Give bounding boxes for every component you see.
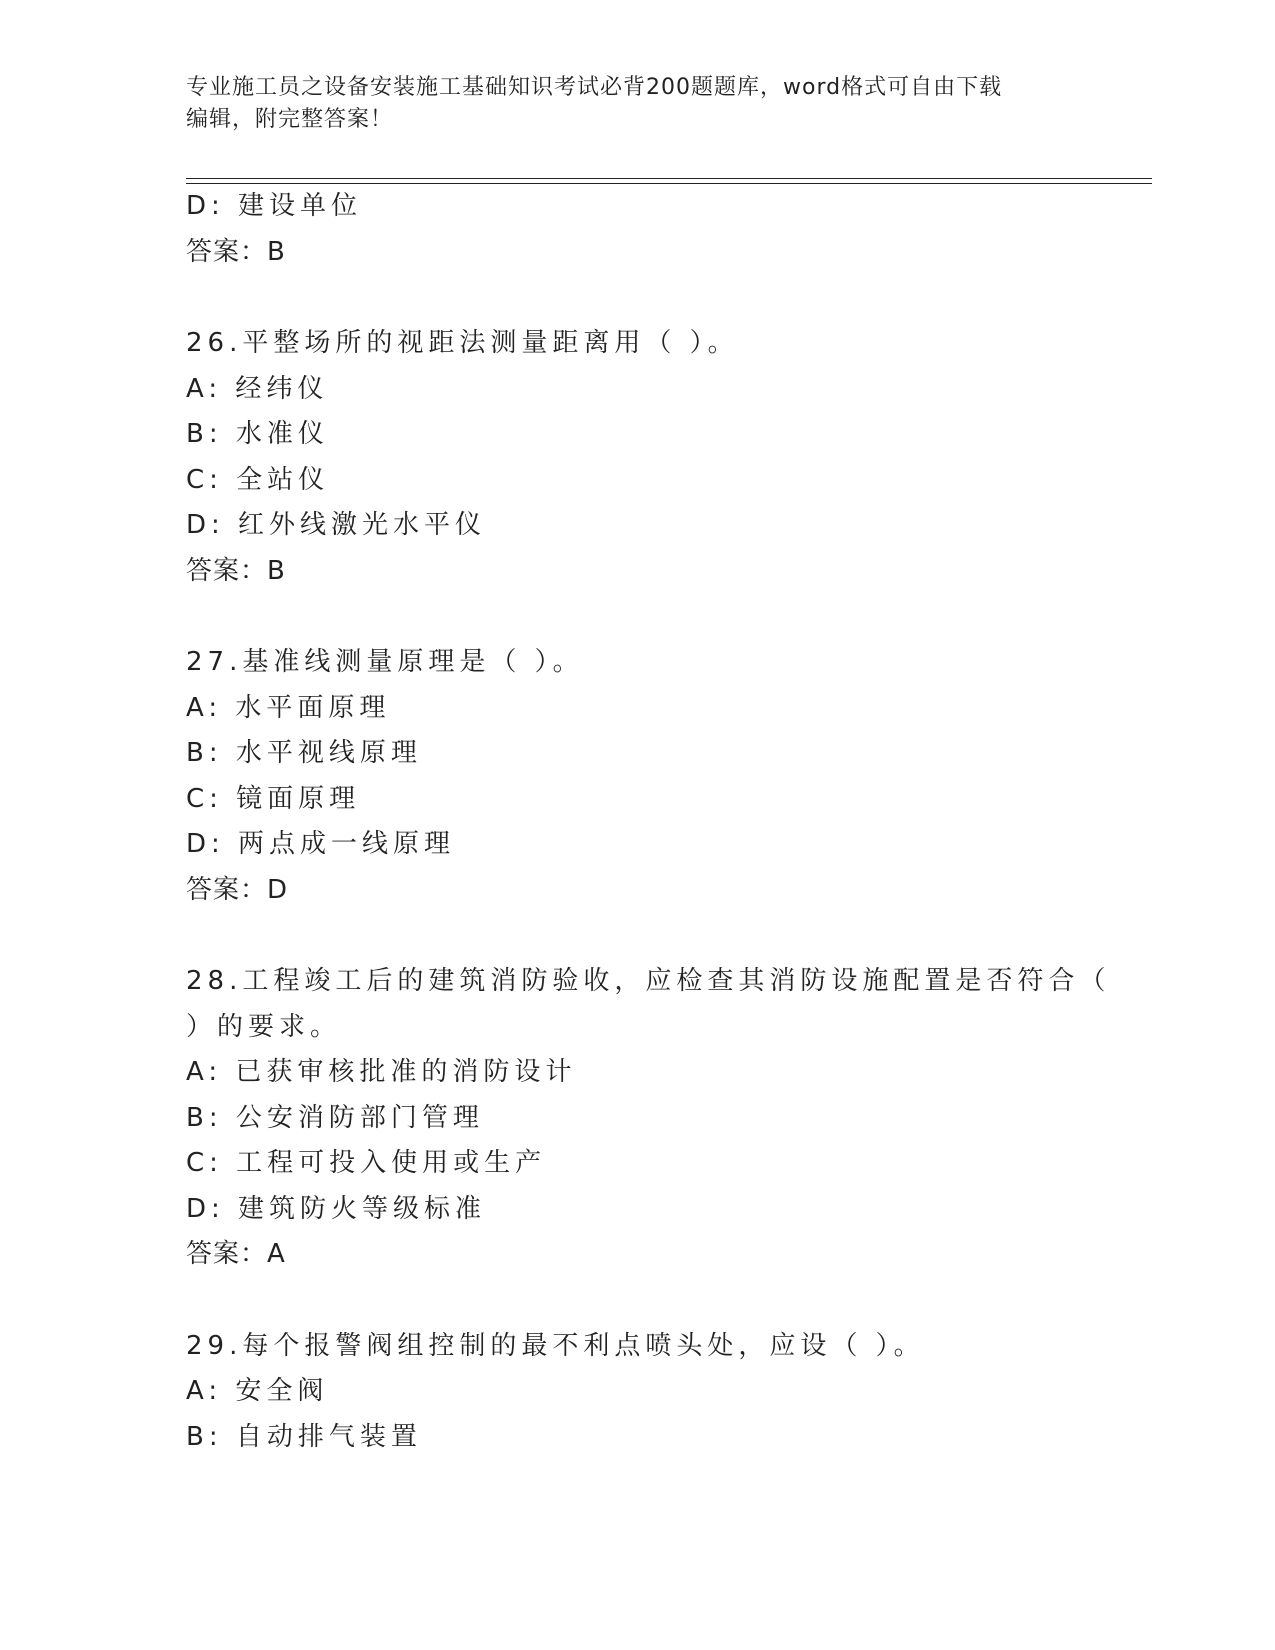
header-title-line1: 专业施工员之设备安装施工基础知识考试必背200题题库，word格式可自由下载 [186,75,1003,100]
option-c: C: 镜面原理 [186,783,361,814]
option-b: B: 水平视线原理 [186,738,422,768]
document-header [186,72,1066,136]
option-b: B: 自动排气装置 [186,1421,422,1452]
option-b: B: 水准仪 [186,419,329,449]
spacer [186,913,1086,959]
option-c: C: 全站仪 [186,464,330,495]
spacer [186,275,1086,321]
spacer [186,1278,1086,1324]
question-26 [186,321,1086,594]
option-c: C: 工程可投入使用或生产 [186,1148,547,1178]
question-27 [186,640,1086,913]
option-d: D: 建设单位 [186,191,363,221]
option-a: A: 经纬仪 [186,373,329,404]
spacer [186,594,1086,640]
option-a: A: 已获审核批准的消防设计 [186,1057,577,1087]
answer: 答案：B [186,555,286,586]
option-a: A: 水平面原理 [186,692,391,723]
question-29 [186,1324,1086,1461]
option-d: D: 两点成一线原理 [186,829,456,859]
answer: 答案：B [186,236,286,267]
question-stem-line2: ）的要求。 [186,1011,342,1042]
question-stem: 29.每个报警阀组控制的最不利点喷头处，应设（ ）。 [186,1330,925,1361]
header-divider-top [186,178,1152,179]
question-stem: 26.平整场所的视距法测量距离用（ ）。 [186,328,739,358]
question-stem-line1: 28.工程竣工后的建筑消防验收，应检查其消防设施配置是否符合（ [186,966,1111,996]
header-title-line2: 编辑，附完整答案！ [186,107,394,132]
answer: 答案：D [186,874,289,905]
document-body [186,184,1111,1460]
question-25-tail [186,184,1086,275]
option-b: B: 公安消防部门管理 [186,1102,484,1133]
option-d: D: 建筑防火等级标准 [186,1193,487,1224]
answer: 答案：A [186,1239,286,1269]
option-a: A: 安全阀 [186,1376,329,1406]
option-d: D: 红外线激光水平仪 [186,510,487,540]
question-28 [186,959,1111,1278]
question-stem: 27.基准线测量原理是（ ）。 [186,647,584,677]
